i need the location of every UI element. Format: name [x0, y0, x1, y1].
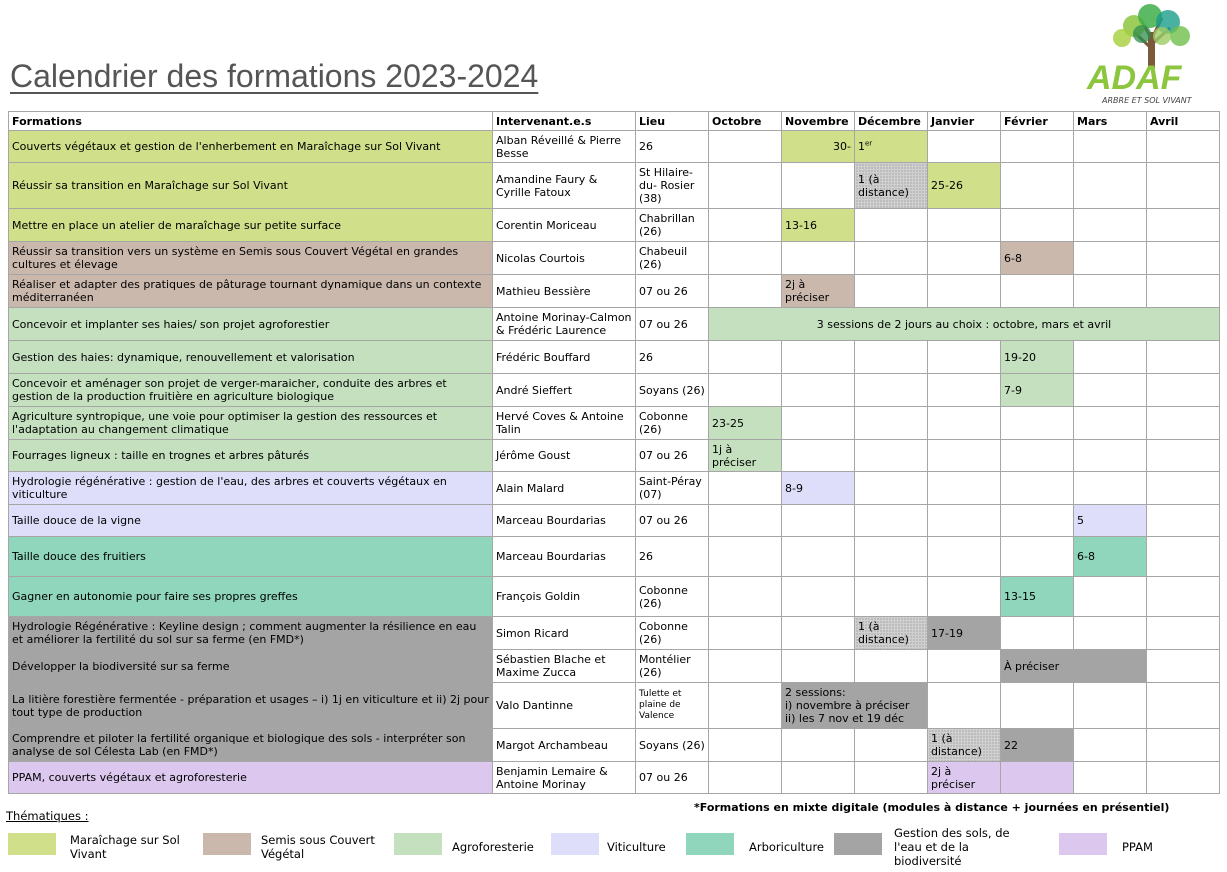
legend-swatch [551, 833, 599, 855]
month-octobre [709, 374, 782, 407]
month-decembre [855, 242, 928, 275]
month-octobre [709, 577, 782, 617]
lieu-cell: 26 [636, 131, 709, 163]
formation-title: Hydrologie régénérative : gestion de l'eau, des arbres et couverts végétaux en viticulture [9, 472, 493, 505]
header-fevrier: Février [1001, 112, 1074, 131]
month-fevrier [1001, 537, 1074, 577]
legend-label: Viticulture [607, 840, 666, 854]
month-fevrier [1001, 275, 1074, 308]
month-avril [1147, 537, 1220, 577]
month-janvier [928, 537, 1001, 577]
sessions-span-cell: 3 sessions de 2 jours au choix : octobre, mars et avril [709, 308, 1220, 341]
table-row [9, 650, 1220, 683]
legend-swatch [203, 833, 251, 855]
month-octobre [709, 242, 782, 275]
month-mars [1074, 650, 1147, 683]
month-novembre [782, 374, 855, 407]
month-decembre [855, 374, 928, 407]
month-mars [1074, 617, 1147, 650]
month-decembre [855, 650, 928, 683]
month-novembre [782, 341, 855, 374]
legend-label: Agroforesterie [452, 840, 534, 854]
month-novembre [782, 650, 855, 683]
month-fevrier [1001, 617, 1074, 650]
month-janvier [928, 505, 1001, 537]
intervenants-cell: François Goldin [493, 577, 636, 617]
month-mars [1074, 407, 1147, 440]
month-fevrier: 19-20 [1001, 341, 1074, 374]
month-janvier [928, 275, 1001, 308]
month-fevrier: À préciser [1001, 650, 1074, 683]
lieu-cell: Chabrillan (26) [636, 209, 709, 242]
month-octobre [709, 505, 782, 537]
intervenants-cell: Margot Archambeau [493, 729, 636, 762]
month-octobre [709, 472, 782, 505]
month-decembre [855, 762, 928, 794]
legend-label: Semis sous Couvert Végétal [261, 833, 375, 861]
lieu-cell: Cobonne (26) [636, 617, 709, 650]
formation-title: Mettre en place un atelier de maraîchage sur petite surface [9, 209, 493, 242]
logo-wordmark: ADAF [1087, 59, 1182, 97]
header-avril: Avril [1147, 112, 1220, 131]
month-novembre: 30- [782, 131, 855, 163]
intervenants-cell: Frédéric Bouffard [493, 341, 636, 374]
sessions-cell [782, 683, 928, 729]
adaf-logo [1082, 2, 1222, 106]
table-row [9, 537, 1220, 577]
month-avril [1147, 472, 1220, 505]
formations-calendar-table [8, 111, 1220, 794]
lieu-cell: 07 ou 26 [636, 275, 709, 308]
formation-title: Taille douce des fruitiers [9, 537, 493, 577]
intervenants-cell: Sébastien Blache et Maxime Zucca [493, 650, 636, 683]
header-mars: Mars [1074, 112, 1147, 131]
legend-label: PPAM [1122, 840, 1153, 854]
month-janvier [928, 209, 1001, 242]
table-row [9, 729, 1220, 762]
header-novembre: Novembre [782, 112, 855, 131]
month-mars [1074, 472, 1147, 505]
month-avril [1147, 341, 1220, 374]
legend-swatch [686, 833, 734, 855]
intervenants-cell: Marceau Bourdarias [493, 505, 636, 537]
month-mars: 5 [1074, 505, 1147, 537]
legend-swatch [1059, 833, 1107, 855]
legend-label: Arboriculture [749, 840, 825, 854]
month-janvier: 2j à préciser [928, 762, 1001, 794]
month-decembre [855, 275, 928, 308]
month-janvier [928, 407, 1001, 440]
month-decembre [855, 505, 928, 537]
month-octobre [709, 163, 782, 209]
month-octobre: 1j à préciser [709, 440, 782, 472]
month-fevrier [1001, 505, 1074, 537]
month-avril [1147, 242, 1220, 275]
formation-title: Comprendre et piloter la fertilité organique et biologique des sols - interpréter son analyse de sol Célesta Lab (en FMD*) [9, 729, 493, 762]
month-octobre [709, 762, 782, 794]
sessions-line: i) novembre à préciser [785, 699, 910, 712]
intervenants-cell: Marceau Bourdarias [493, 537, 636, 577]
month-novembre: 8-9 [782, 472, 855, 505]
month-octobre [709, 650, 782, 683]
month-mars [1074, 341, 1147, 374]
month-octobre [709, 617, 782, 650]
month-decembre [855, 472, 928, 505]
intervenants-cell: Alban Réveillé & Pierre Besse [493, 131, 636, 163]
table-row [9, 472, 1220, 505]
table-row [9, 683, 1220, 729]
lieu-cell: Tulette et plaine de Valence [636, 683, 709, 729]
header-decembre: Décembre [855, 112, 928, 131]
intervenants-cell: Benjamin Lemaire & Antoine Morinay [493, 762, 636, 794]
month-avril [1147, 729, 1220, 762]
header-formations: Formations [9, 112, 493, 131]
month-janvier: 17-19 [928, 617, 1001, 650]
formation-title: Concevoir et aménager son projet de verger-maraicher, conduite des arbres et gestion de la production fruitière en agriculture biologique [9, 374, 493, 407]
month-fevrier: 22 [1001, 729, 1074, 762]
legend-swatch [394, 833, 442, 855]
lieu-cell: 07 ou 26 [636, 505, 709, 537]
header-lieu: Lieu [636, 112, 709, 131]
intervenants-cell: Antoine Morinay-Calmon & Frédéric Laurence [493, 308, 636, 341]
month-novembre [782, 440, 855, 472]
month-avril [1147, 374, 1220, 407]
month-fevrier: 7-9 [1001, 374, 1074, 407]
table-row [9, 308, 1220, 341]
month-janvier [928, 131, 1001, 163]
intervenants-cell: Jérôme Goust [493, 440, 636, 472]
legend-label: Gestion des sols, de l'eau et de la biodiversité [894, 826, 1010, 868]
month-novembre [782, 505, 855, 537]
formation-title: Réaliser et adapter des pratiques de pâturage tournant dynamique dans un contexte méditerranéen [9, 275, 493, 308]
table-row [9, 440, 1220, 472]
month-decembre [855, 537, 928, 577]
formation-title: PPAM, couverts végétaux et agroforesterie [9, 762, 493, 794]
formation-title: Gagner en autonomie pour faire ses propres greffes [9, 577, 493, 617]
month-novembre [782, 577, 855, 617]
legend-label: Maraîchage sur Sol Vivant [70, 833, 180, 861]
table-row [9, 577, 1220, 617]
month-fevrier [1001, 131, 1074, 163]
legend-title: Thématiques : [6, 809, 89, 823]
intervenants-cell: André Sieffert [493, 374, 636, 407]
month-mars [1074, 242, 1147, 275]
formation-title: La litière forestière fermentée - préparation et usages – i) 1j en viticulture et ii) 2j pour tout type de production [9, 683, 493, 729]
month-decembre [855, 407, 928, 440]
formation-title: Fourrages ligneux : taille en trognes et arbres pâturés [9, 440, 493, 472]
month-janvier: 1 (à distance) [928, 729, 1001, 762]
table-row [9, 617, 1220, 650]
formation-title: Taille douce de la vigne [9, 505, 493, 537]
month-novembre [782, 407, 855, 440]
lieu-cell: 07 ou 26 [636, 440, 709, 472]
month-novembre [782, 762, 855, 794]
month-novembre: 13-16 [782, 209, 855, 242]
page-title: Calendrier des formations 2023-2024 [10, 58, 539, 94]
lieu-cell: 07 ou 26 [636, 308, 709, 341]
table-row [9, 407, 1220, 440]
month-avril [1147, 683, 1220, 729]
month-fevrier [1001, 472, 1074, 505]
month-janvier [928, 650, 1001, 683]
formation-title: Agriculture syntropique, une voie pour optimiser la gestion des ressources et l'adaptation au changement climatique [9, 407, 493, 440]
month-mars [1074, 440, 1147, 472]
header-octobre: Octobre [709, 112, 782, 131]
month-mars [1074, 163, 1147, 209]
month-fevrier: 13-15 [1001, 577, 1074, 617]
month-mars [1074, 762, 1147, 794]
sessions-line: ii) les 7 nov et 19 déc [785, 712, 905, 725]
month-janvier [928, 440, 1001, 472]
month-mars [1074, 209, 1147, 242]
month-avril [1147, 577, 1220, 617]
month-decembre [855, 440, 928, 472]
month-janvier [928, 341, 1001, 374]
month-octobre: 23-25 [709, 407, 782, 440]
month-novembre [782, 163, 855, 209]
formation-title: Couverts végétaux et gestion de l'enherbement en Maraîchage sur Sol Vivant [9, 131, 493, 163]
intervenants-cell: Corentin Moriceau [493, 209, 636, 242]
month-octobre [709, 683, 782, 729]
legend-swatch [834, 833, 882, 855]
month-janvier: 25-26 [928, 163, 1001, 209]
month-janvier [928, 472, 1001, 505]
lieu-cell: St Hilaire-du- Rosier (38) [636, 163, 709, 209]
month-octobre [709, 275, 782, 308]
month-mars: 6-8 [1074, 537, 1147, 577]
formation-title: Réussir sa transition vers un système en Semis sous Couvert Végétal en grandes cultures et élevage [9, 242, 493, 275]
month-fevrier [1001, 163, 1074, 209]
intervenants-cell: Simon Ricard [493, 617, 636, 650]
table-row [9, 131, 1220, 163]
date-day: 1 [858, 140, 865, 153]
month-mars [1074, 729, 1147, 762]
month-mars [1074, 131, 1147, 163]
month-avril [1147, 163, 1220, 209]
month-fevrier: 6-8 [1001, 242, 1074, 275]
month-janvier [928, 577, 1001, 617]
month-fevrier [1001, 683, 1074, 729]
table-row [9, 341, 1220, 374]
month-mars [1074, 577, 1147, 617]
month-decembre [855, 577, 928, 617]
month-avril [1147, 505, 1220, 537]
formation-title: Gestion des haies: dynamique, renouvellement et valorisation [9, 341, 493, 374]
month-mars [1074, 374, 1147, 407]
month-decembre [855, 131, 928, 163]
intervenants-cell: Mathieu Bessière [493, 275, 636, 308]
header-intervenants: Intervenant.e.s [493, 112, 636, 131]
table-row [9, 505, 1220, 537]
month-avril [1147, 131, 1220, 163]
table-row [9, 275, 1220, 308]
logo-tagline: ARBRE ET SOL VIVANT [1102, 96, 1192, 105]
intervenants-cell: Alain Malard [493, 472, 636, 505]
table-header-row [9, 112, 1220, 131]
month-janvier [928, 374, 1001, 407]
table-row [9, 209, 1220, 242]
table-row [9, 242, 1220, 275]
lieu-cell: Chabeuil (26) [636, 242, 709, 275]
intervenants-cell: Nicolas Courtois [493, 242, 636, 275]
table-row [9, 374, 1220, 407]
month-novembre [782, 729, 855, 762]
table-row [9, 762, 1220, 794]
lieu-cell: 07 ou 26 [636, 762, 709, 794]
month-decembre: 1 (à distance) [855, 163, 928, 209]
month-decembre: 1 (à distance) [855, 617, 928, 650]
lieu-cell: Saint-Péray (07) [636, 472, 709, 505]
month-novembre: 2j à préciser [782, 275, 855, 308]
month-avril [1147, 407, 1220, 440]
header-janvier: Janvier [928, 112, 1001, 131]
month-fevrier [1001, 440, 1074, 472]
month-avril [1147, 275, 1220, 308]
month-mars [1074, 683, 1147, 729]
month-novembre [782, 617, 855, 650]
month-avril [1147, 650, 1220, 683]
table-row [9, 163, 1220, 209]
formation-title: Développer la biodiversité sur sa ferme [9, 650, 493, 683]
month-decembre [855, 209, 928, 242]
month-janvier [928, 683, 1001, 729]
month-octobre [709, 131, 782, 163]
formation-title: Hydrologie Régénérative : Keyline design ; comment augmenter la résilience en eau et améliorer la fertilité du sol sur sa ferme (en FMD*) [9, 617, 493, 650]
lieu-cell: Cobonne (26) [636, 407, 709, 440]
month-novembre [782, 242, 855, 275]
month-avril [1147, 617, 1220, 650]
month-octobre [709, 209, 782, 242]
month-novembre [782, 537, 855, 577]
intervenants-cell: Valo Dantinne [493, 683, 636, 729]
formation-title: Réussir sa transition en Maraîchage sur Sol Vivant [9, 163, 493, 209]
lieu-cell: Cobonne (26) [636, 577, 709, 617]
date-superscript: er [865, 139, 873, 148]
intervenants-cell: Amandine Faury & Cyrille Fatoux [493, 163, 636, 209]
month-fevrier [1001, 407, 1074, 440]
month-avril [1147, 440, 1220, 472]
formation-title: Concevoir et implanter ses haies/ son projet agroforestier [9, 308, 493, 341]
month-avril [1147, 209, 1220, 242]
month-janvier [928, 242, 1001, 275]
month-avril [1147, 762, 1220, 794]
month-decembre [855, 729, 928, 762]
lieu-cell: 26 [636, 341, 709, 374]
month-decembre [855, 341, 928, 374]
sessions-line: 2 sessions: [785, 686, 846, 699]
intervenants-cell: Hervé Coves & Antoine Talin [493, 407, 636, 440]
footnote: *Formations en mixte digitale (modules à distance + journées en présentiel) [694, 801, 1170, 814]
month-octobre [709, 341, 782, 374]
lieu-cell: Soyans (26) [636, 374, 709, 407]
month-octobre [709, 729, 782, 762]
month-octobre [709, 537, 782, 577]
lieu-cell: Montélier (26) [636, 650, 709, 683]
legend-swatch [8, 833, 56, 855]
lieu-cell: 26 [636, 537, 709, 577]
lieu-cell: Soyans (26) [636, 729, 709, 762]
month-fevrier [1001, 209, 1074, 242]
month-mars [1074, 275, 1147, 308]
month-fevrier [1001, 762, 1074, 794]
